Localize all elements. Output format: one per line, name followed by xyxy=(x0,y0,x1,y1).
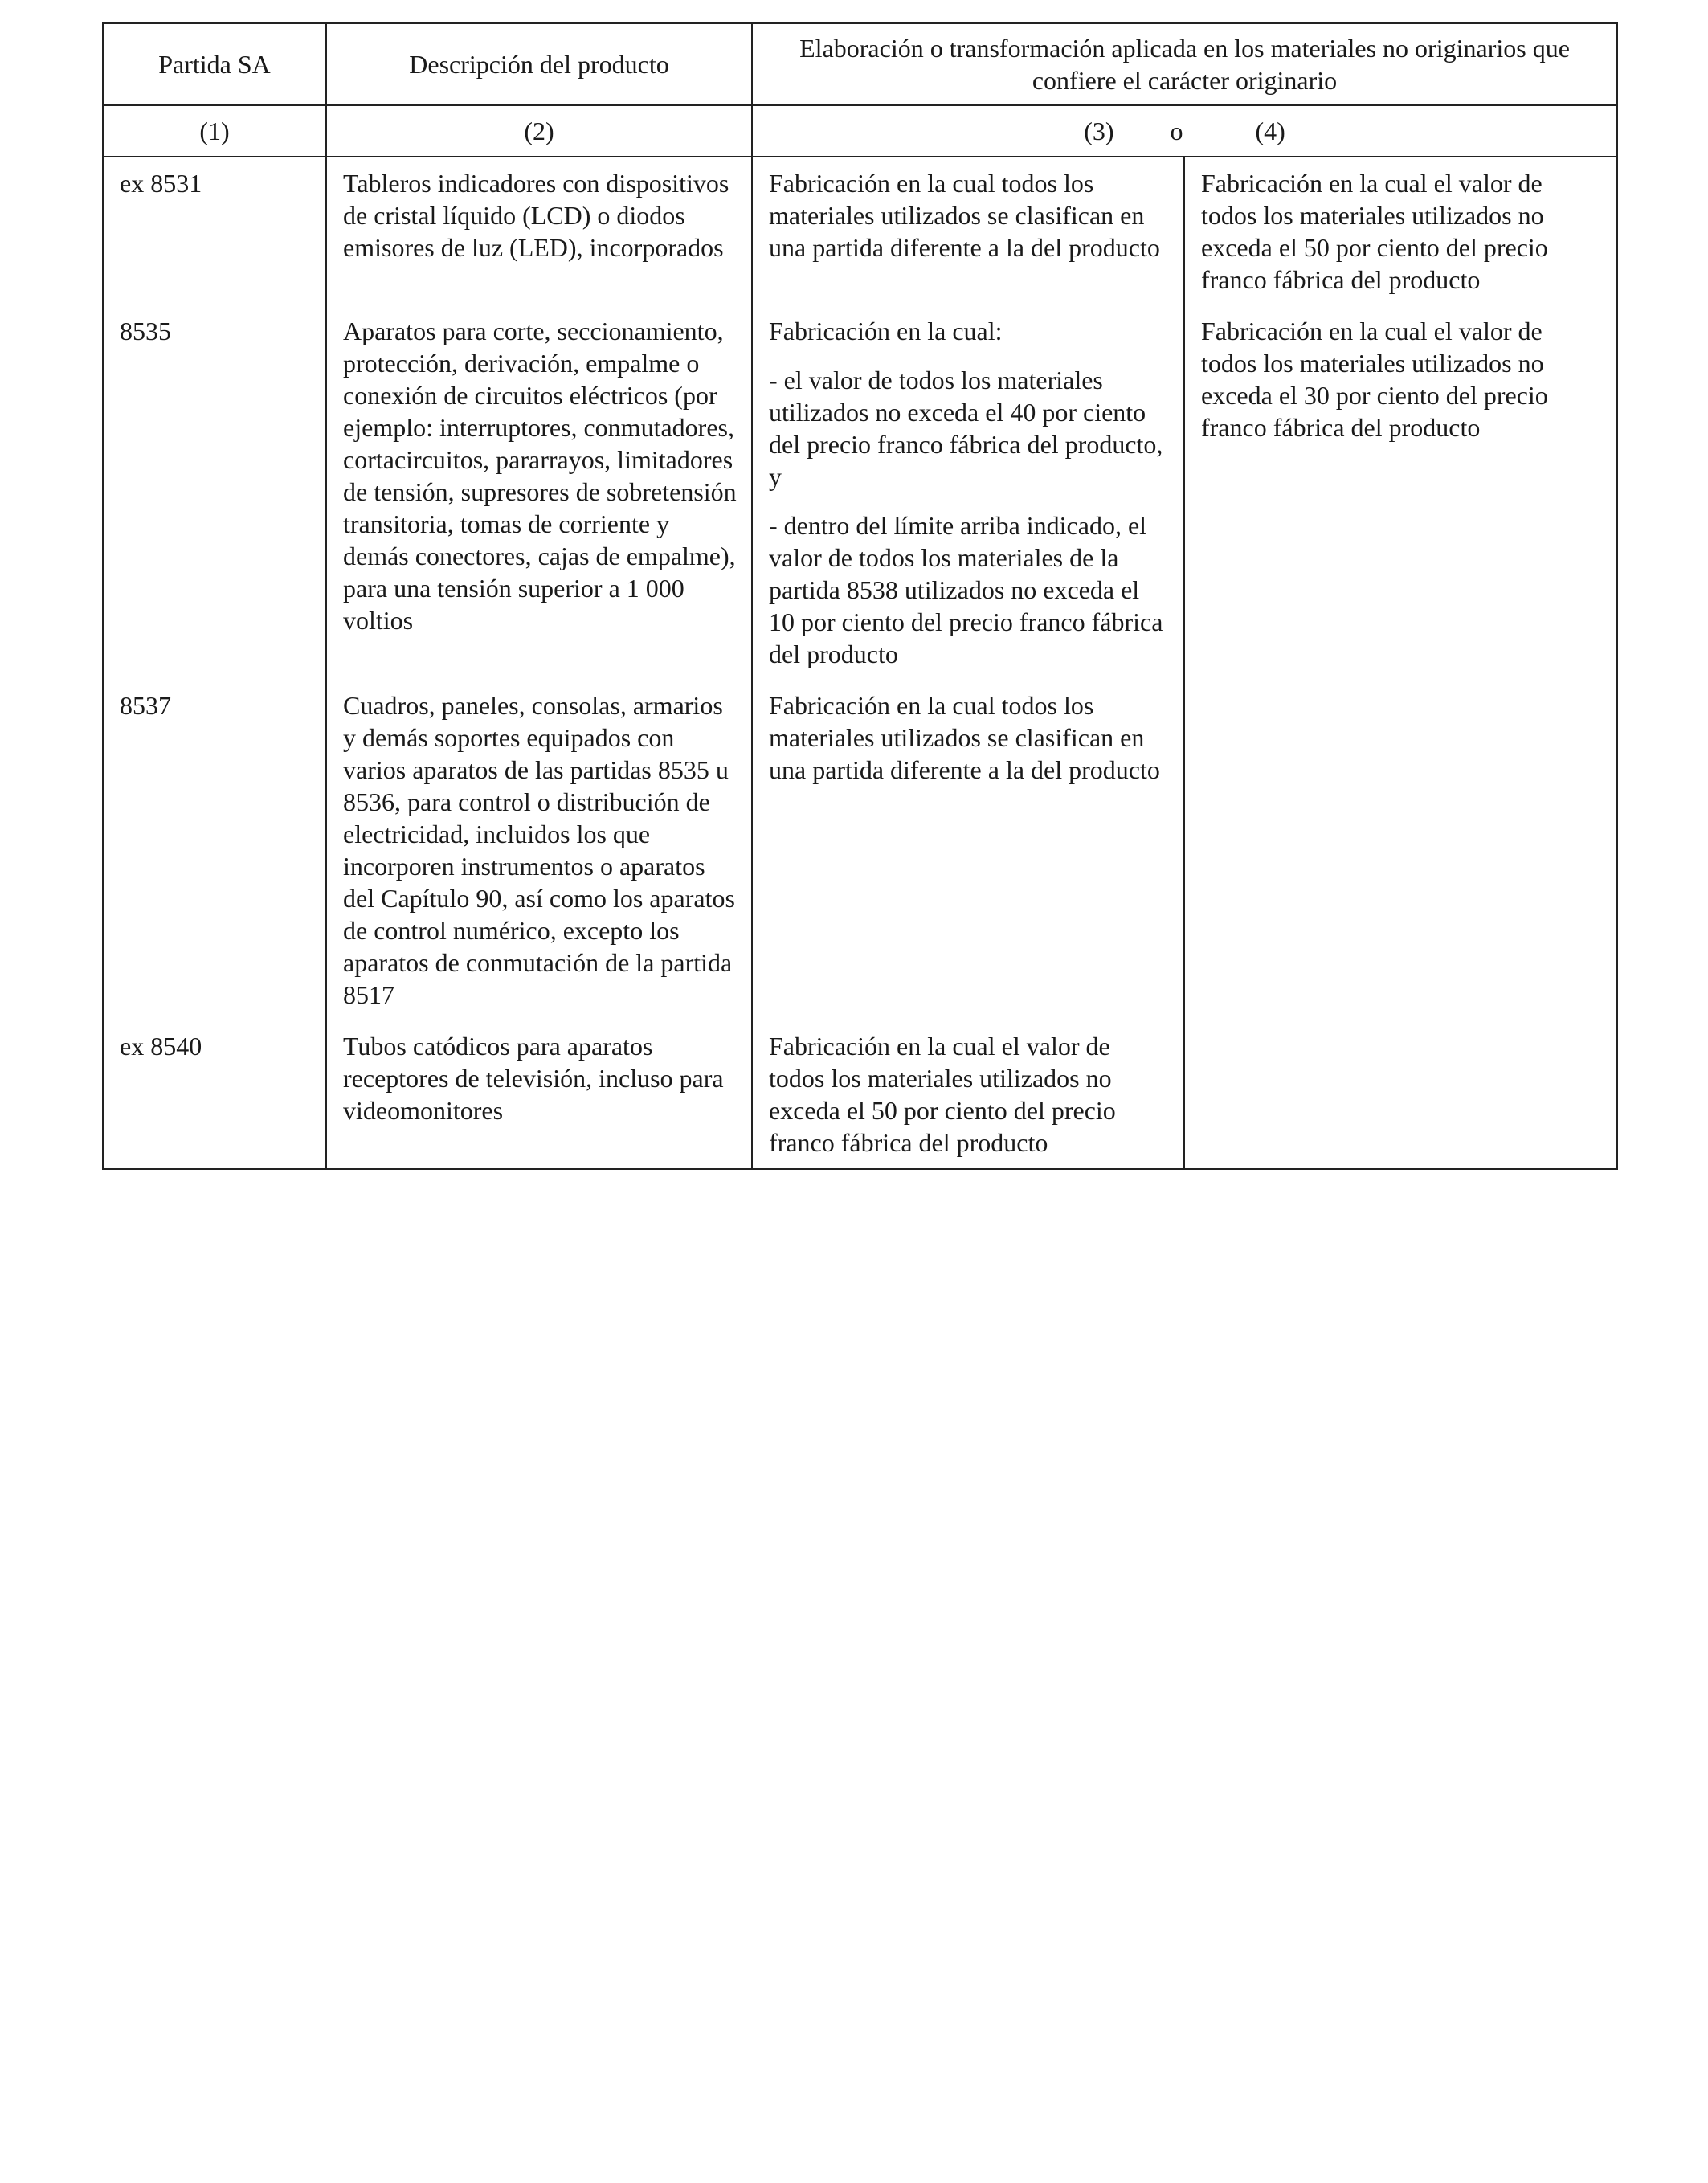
column-or-label: o xyxy=(1170,117,1183,145)
table-row xyxy=(103,305,1617,680)
cell-partida: ex 8540 xyxy=(103,1020,326,1169)
cell-descripcion: Cuadros, paneles, consolas, armarios y demás soportes equipados con varios aparatos de las partidas 8535 u 8536, para control o distribución de electricidad, incluidos los que incorporen instrumentos o aparatos del Capítulo 90, así como los aparatos de control numérico, excepto los aparatos de conmutación de la partida 8517 xyxy=(326,680,752,1020)
cell-col4 xyxy=(1184,1020,1617,1169)
cell-col3 xyxy=(752,157,1184,305)
header-elaboracion: Elaboración o transformación aplicada en los materiales no originarios que confiere el carácter originario xyxy=(752,23,1617,105)
cell-col3-paragraph: Fabricación en la cual todos los materiales utilizados se clasifican en una partida diferente a la del producto xyxy=(769,691,1160,784)
cell-col4 xyxy=(1184,680,1617,1020)
cell-col3-paragraph: - el valor de todos los materiales utilizados no exceda el 40 por ciento del precio franco fábrica del producto, y xyxy=(769,366,1163,491)
cell-col3-paragraph: Fabricación en la cual: xyxy=(769,317,1003,345)
column-number-1: (1) xyxy=(103,105,326,157)
rules-of-origin-table xyxy=(102,22,1618,1170)
table-row xyxy=(103,1020,1617,1169)
cell-descripcion: Tubos catódicos para aparatos receptores de televisión, incluso para videomonitores xyxy=(326,1020,752,1169)
cell-col3-paragraph: - dentro del límite arriba indicado, el valor de todos los materiales de la partida 8538 utilizados no exceda el 10 por ciento del precio franco fábrica del producto xyxy=(769,511,1163,668)
cell-descripcion: Tableros indicadores con dispositivos de cristal líquido (LCD) o diodos emisores de luz (LED), incorporados xyxy=(326,157,752,305)
table-header-row xyxy=(103,23,1617,105)
cell-col3 xyxy=(752,680,1184,1020)
cell-col3-paragraph: Fabricación en la cual el valor de todos los materiales utilizados no exceda el 50 por ciento del precio franco fábrica del producto xyxy=(769,1032,1116,1157)
cell-col4: Fabricación en la cual el valor de todos los materiales utilizados no exceda el 50 por ciento del precio franco fábrica del producto xyxy=(1184,157,1617,305)
column-number-4: (4) xyxy=(1255,117,1285,145)
cell-partida: ex 8531 xyxy=(103,157,326,305)
cell-col3 xyxy=(752,1020,1184,1169)
column-number-3: (3) xyxy=(1084,117,1114,145)
column-numbers-row xyxy=(103,105,1617,157)
header-descripcion: Descripción del producto xyxy=(326,23,752,105)
cell-descripcion: Aparatos para corte, seccionamiento, protección, derivación, empalme o conexión de circuitos eléctricos (por ejemplo: interruptores, conmutadores, cortacircuitos, pararrayos, limitadores de tensión, supresores de sobretensión transitoria, tomas de corriente y demás conectores, cajas de empalme), para una tensión superior a 1 000 voltios xyxy=(326,305,752,680)
table-row xyxy=(103,680,1617,1020)
header-partida-sa: Partida SA xyxy=(103,23,326,105)
cell-col3 xyxy=(752,305,1184,680)
cell-partida: 8537 xyxy=(103,680,326,1020)
cell-col4: Fabricación en la cual el valor de todos los materiales utilizados no exceda el 30 por ciento del precio franco fábrica del producto xyxy=(1184,305,1617,680)
cell-col3-paragraph: Fabricación en la cual todos los materiales utilizados se clasifican en una partida diferente a la del producto xyxy=(769,169,1160,262)
column-number-2: (2) xyxy=(326,105,752,157)
column-number-3-4 xyxy=(752,105,1617,157)
cell-partida: 8535 xyxy=(103,305,326,680)
table-row xyxy=(103,157,1617,305)
